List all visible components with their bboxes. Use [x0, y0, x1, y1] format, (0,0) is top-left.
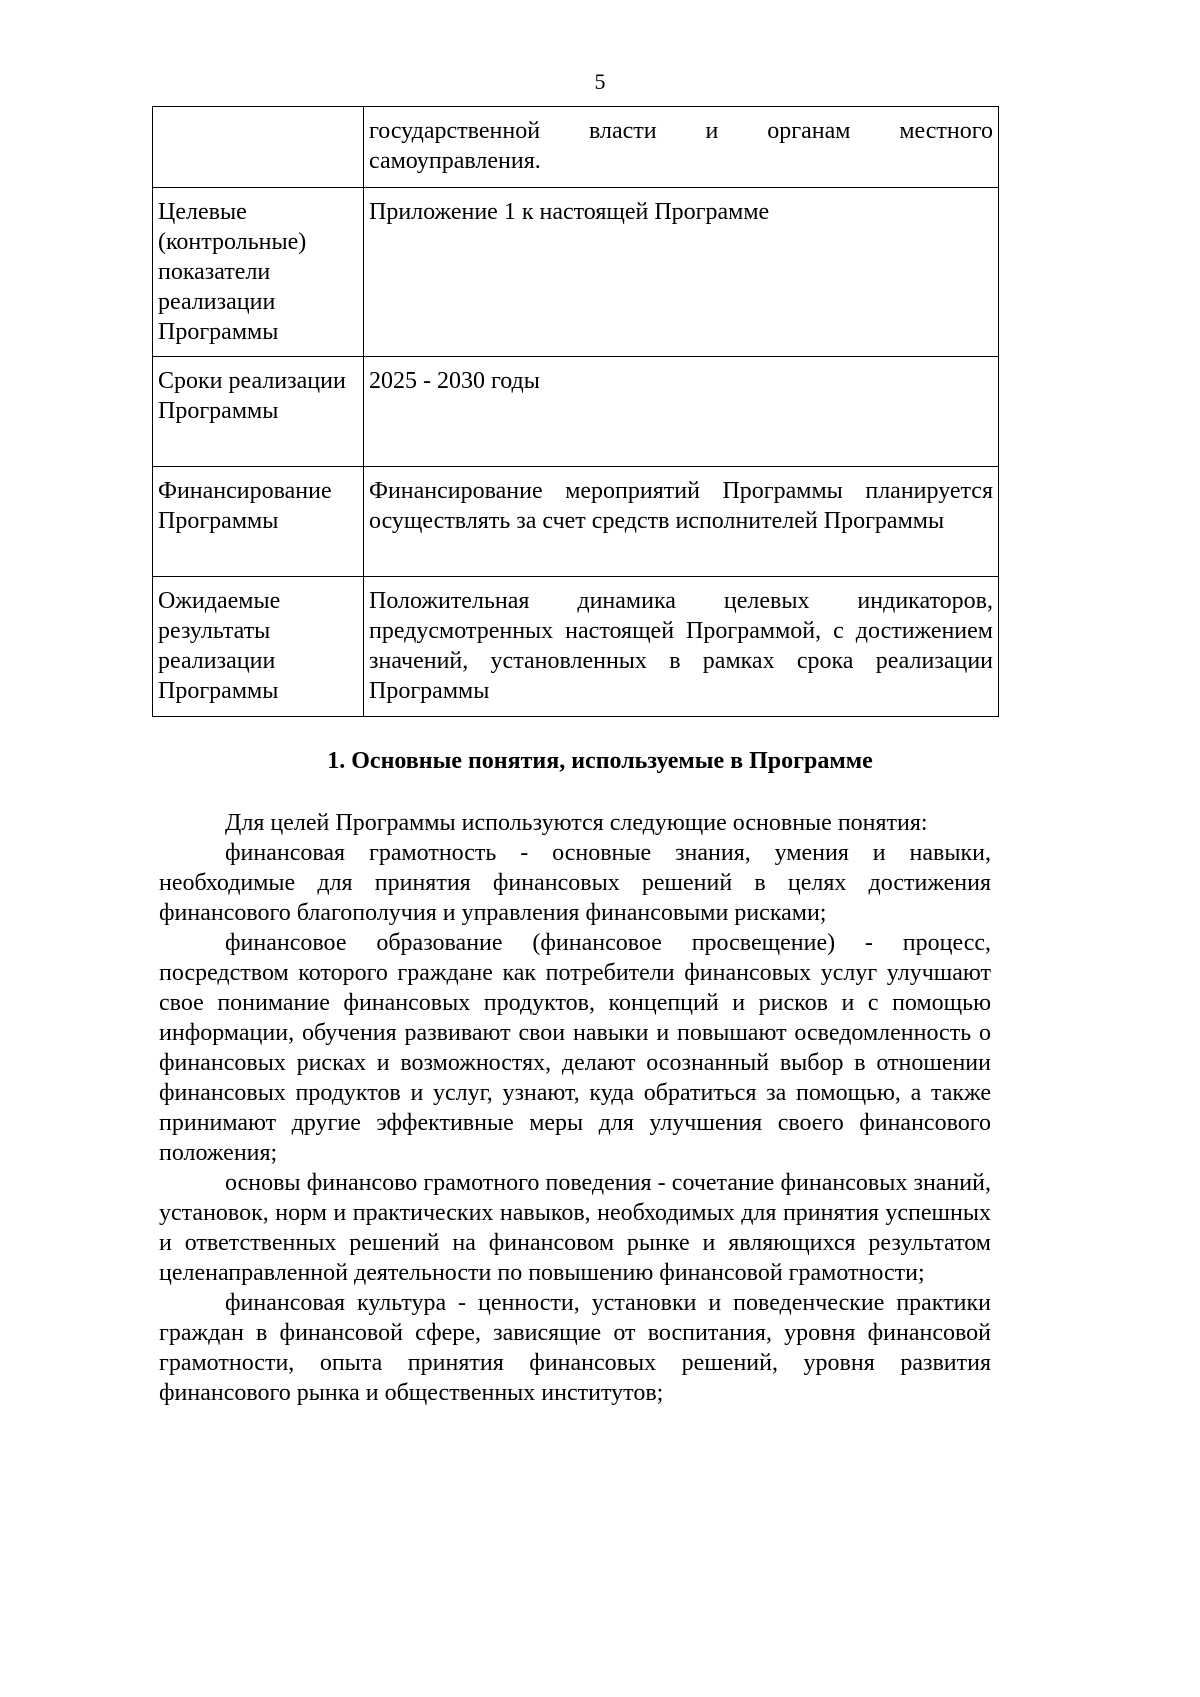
- table-row: [153, 188, 999, 357]
- page-number: 5: [594, 69, 606, 94]
- row-value: Положительная динамика целевых индикаторов, предусмотренных настоящей Программой, с достижением значений, установленных в рамках срока реализации Программы: [364, 577, 999, 717]
- row-value: Финансирование мероприятий Программы планируется осуществлять за счет средств исполнителей Программы: [364, 467, 999, 577]
- table-row: [153, 357, 999, 467]
- row-label: Целевые (контрольные) показатели реализации Программы: [153, 188, 364, 357]
- paragraph: финансовая грамотность - основные знания, умения и навыки, необходимые для принятия финансовых решений в целях достижения финансового благополучия и управления финансовыми рисками;: [159, 840, 991, 926]
- row-value: 2025 - 2030 годы: [364, 357, 999, 467]
- paragraph: финансовое образование (финансовое просвещение) - процесс, посредством которого граждане как потребители финансовых услуг улучшают свое понимание финансовых продуктов, концепций и рисков и с помощью информации, обучения развивают свои навыки и повышают осведомленность о финансовых рисках и возможностях, делают осознанный выбор в отношении финансовых продуктов и услуг, узнают, куда обратиться за помощью, а также принимают другие эффективные меры для улучшения своего финансового положения;: [159, 930, 991, 1166]
- table-row: [153, 467, 999, 577]
- row-label: Финансирование Программы: [153, 467, 364, 577]
- row-value: Приложение 1 к настоящей Программе: [364, 188, 999, 357]
- row-label: Ожидаемые результаты реализации Программы: [153, 577, 364, 717]
- table-row: [153, 107, 999, 188]
- table-row: [153, 577, 999, 717]
- row-value: государственной власти и органам местного самоуправления.: [364, 107, 999, 188]
- row-label: Сроки реализации Программы: [153, 357, 364, 467]
- paragraph: финансовая культура - ценности, установки и поведенческие практики граждан в финансовой сфере, зависящие от воспитания, уровня финансовой грамотности, опыта принятия финансовых решений, уровня развития финансового рынка и общественных институтов;: [159, 1290, 991, 1406]
- paragraph: основы финансово грамотного поведения - сочетание финансовых знаний, установок, норм и практических навыков, необходимых для принятия успешных и ответственных решений на финансовом рынке и являющихся результатом целенаправленной деятельности по повышению финансовой грамотности;: [159, 1170, 991, 1286]
- program-passport-table: [152, 106, 999, 717]
- section-body: [159, 808, 991, 1408]
- section-title: 1. Основные понятия, используемые в Программе: [327, 748, 873, 774]
- paragraph: Для целей Программы используются следующие основные понятия:: [225, 810, 928, 836]
- row-label: [153, 107, 364, 188]
